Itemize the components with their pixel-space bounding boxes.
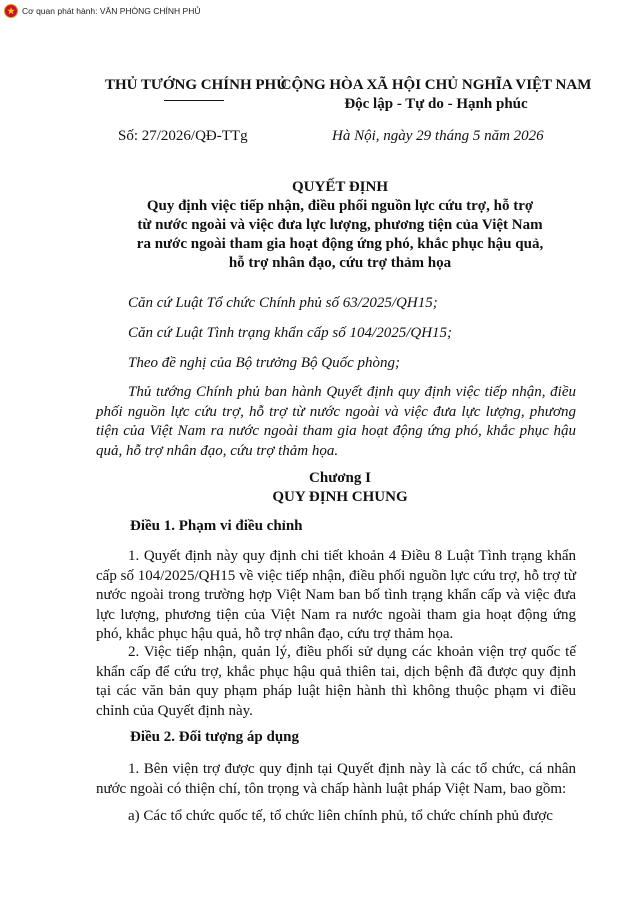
doc-type: QUYẾT ĐỊNH bbox=[292, 179, 388, 195]
title-line: Quy định việc tiếp nhận, điều phối nguồn lực cứu trợ, hỗ trợ bbox=[146, 198, 534, 214]
article-2-clause-1: 1. Bên viện trợ được quy định tại Quyết định này là các tổ chức, cá nhân nước ngoài có thiện chí, tôn trọng và chấp hành luật pháp Việt Nam, bao gồm: bbox=[96, 761, 576, 797]
preamble-promulgation: Thủ tướng Chính phủ ban hành Quyết định quy định việc tiếp nhận, điều phối nguồn lực cứu trợ, hỗ trợ từ nước ngoài và việc đưa lực lượng, phương tiện của Việt Nam ra nước ngoài tham gia hoạt động ứng phó, khắc phục hậu quả, hỗ trợ nhân đạo, cứu trợ thảm họa. bbox=[96, 384, 576, 459]
state-emblem-icon bbox=[4, 4, 18, 18]
article-2-clause-1a: a) Các tổ chức quốc tế, tổ chức liên chính phủ, tổ chức chính phủ được bbox=[128, 808, 553, 824]
article-1-clause-1: 1. Quyết định này quy định chi tiết khoản 4 Điều 8 Luật Tình trạng khẩn cấp số 104/2025/QH15 về việc tiếp nhận, điều phối nguồn lực cứu trợ, hỗ trợ từ nước ngoài trong trường hợp Việt Nam ban bố tình trạng khẩn cấp và việc đưa lực lượng, phương tiện của Việt Nam ra nước ngoài tham gia hoạt động ứng phó, khắc phục hậu quả, hỗ trợ nhân đạo, cứu trợ thảm họa. bbox=[96, 548, 576, 642]
preamble-basis-1: Căn cứ Luật Tổ chức Chính phủ số 63/2025/QH15; bbox=[128, 295, 438, 311]
issuer-text: Cơ quan phát hành: VĂN PHÒNG CHÍNH PHỦ bbox=[22, 6, 201, 16]
title-line: hỗ trợ nhân đạo, cứu trợ thảm họa bbox=[228, 255, 452, 271]
motto: Độc lập - Tự do - Hạnh phúc bbox=[344, 96, 528, 112]
place-date: Hà Nội, ngày 29 tháng 5 năm 2026 bbox=[332, 128, 544, 144]
preamble-proposal: Theo đề nghị của Bộ trưởng Bộ Quốc phòng; bbox=[128, 355, 400, 371]
article-1-heading: Điều 1. Phạm vi điều chỉnh bbox=[130, 518, 303, 534]
article-1-clause-2: 2. Việc tiếp nhận, quản lý, điều phối sử dụng các khoản viện trợ quốc tế khẩn cấp để cứu trợ, khắc phục hậu quả thiên tai, dịch bệnh đã được quy định tại các văn bản quy phạm pháp luật hiện hành thì không thuộc phạm vi điều chỉnh của Quyết định này. bbox=[96, 644, 576, 719]
nation-name: CỘNG HÒA XÃ HỘI CHỦ NGHĨA VIỆT NAM bbox=[280, 77, 592, 93]
issuer-bar bbox=[4, 4, 200, 18]
agency-name: THỦ TƯỚNG CHÍNH PHỦ bbox=[104, 77, 288, 93]
document-number: Số: 27/2026/QĐ-TTg bbox=[118, 128, 248, 144]
title-line: từ nước ngoài và việc đưa lực lượng, phương tiện của Việt Nam bbox=[137, 217, 543, 233]
title-line: ra nước ngoài tham gia hoạt động ứng phó, khắc phục hậu quả, bbox=[136, 236, 544, 252]
article-2-heading: Điều 2. Đối tượng áp dụng bbox=[130, 729, 300, 745]
chapter-label: Chương I bbox=[309, 470, 371, 486]
preamble-basis-2: Căn cứ Luật Tình trạng khẩn cấp số 104/2025/QH15; bbox=[128, 325, 453, 341]
chapter-title: QUY ĐỊNH CHUNG bbox=[272, 489, 408, 505]
agency-underline bbox=[164, 100, 224, 101]
